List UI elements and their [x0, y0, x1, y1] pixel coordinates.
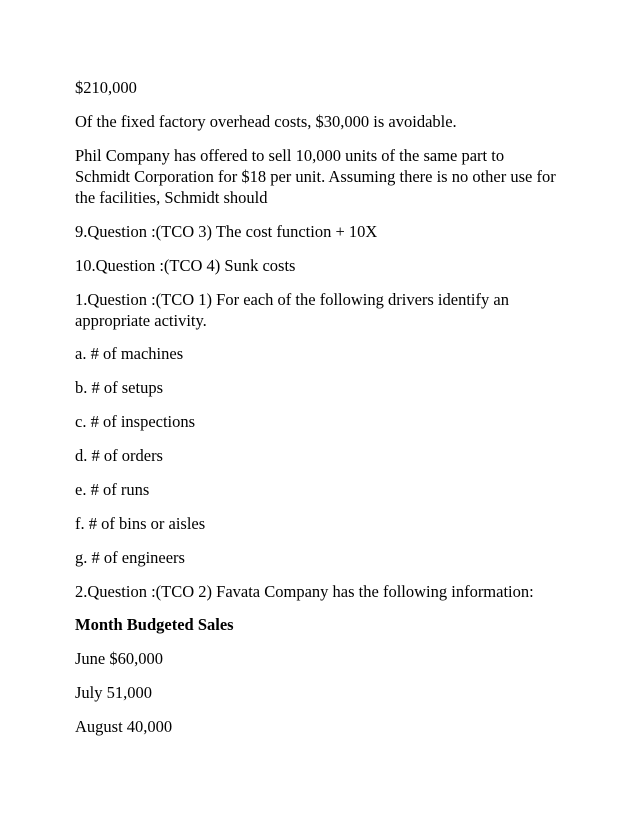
text-line-amount: $210,000 [75, 78, 137, 97]
question-1-line-2: appropriate activity. [75, 311, 207, 330]
sales-row-june: June $60,000 [75, 649, 163, 668]
question-2: 2.Question :(TCO 2) Favata Company has the following information: [75, 582, 534, 601]
driver-item-d: d. # of orders [75, 446, 163, 465]
question-10: 10.Question :(TCO 4) Sunk costs [75, 256, 296, 275]
driver-item-a: a. # of machines [75, 344, 184, 363]
driver-item-c: c. # of inspections [75, 412, 196, 431]
question-9: 9.Question :(TCO 3) The cost function + 10X [75, 222, 378, 241]
text-line-offer-2: Schmidt Corporation for $18 per unit. Assuming there is no other use for [75, 167, 556, 186]
driver-item-f: f. # of bins or aisles [75, 514, 206, 533]
text-line-offer-3: the facilities, Schmidt should [75, 188, 268, 207]
text-line-offer-1: Phil Company has offered to sell 10,000 units of the same part to [75, 146, 505, 165]
sales-row-july: July 51,000 [75, 683, 153, 702]
question-1-line-1: 1.Question :(TCO 1) For each of the following drivers identify an [75, 290, 509, 309]
sales-table-header: Month Budgeted Sales [75, 615, 234, 634]
text-line-avoidable-costs: Of the fixed factory overhead costs, $30,000 is avoidable. [75, 112, 457, 131]
driver-item-g: g. # of engineers [75, 548, 185, 567]
driver-item-e: e. # of runs [75, 480, 150, 499]
driver-item-b: b. # of setups [75, 378, 163, 397]
sales-row-august: August 40,000 [75, 717, 173, 736]
